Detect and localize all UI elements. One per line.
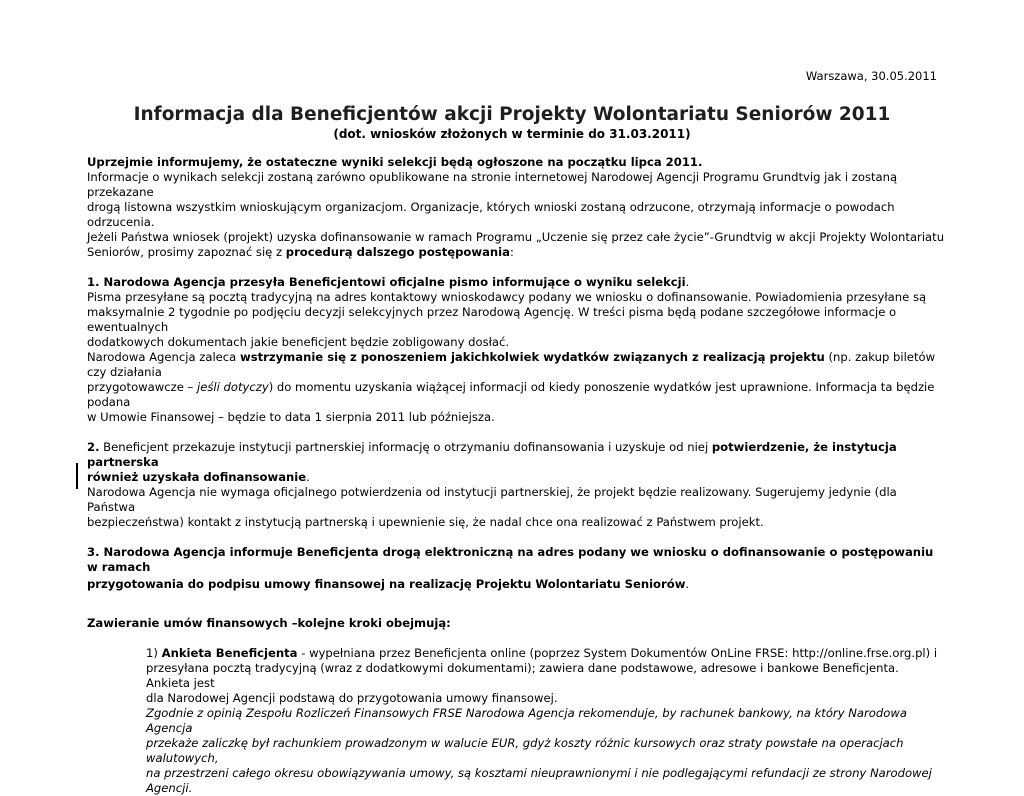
point-1-line: Pisma przesyłane są pocztą tradycyjną na adres kontaktowy wnioskodawcy podany we wniosku o dofinansowanie. Powiadomienia przesyłane są: [87, 290, 927, 304]
survey-label: Ankieta Beneficjenta: [161, 646, 298, 660]
document-date: Warszawa, 30.05.2011: [805, 69, 937, 83]
contracts-list-item: 1) Ankieta Beneficjenta - wypełniana przez Beneficjenta online (poprzez System Dokumentów OnLine FRSE: http://online.frse.org.pl) i przesyłana pocztą tradycyjną (wraz z dodatkowymi dokumentami); zawiera dane podstawowe, adresowe i bankowe Beneficjenta. Ankieta jest dla Narodowej Agencji podstawą do przygotowania umowy finansowej. Zgodnie z opinią Zespołu Rozliczeń Finansowych FRSE Narodowa Agencja rekomenduje, by rachunek bankowy, na który Narodowa Agencja przekaże zaliczkę był rachunkiem prowadzonym w walucie EUR, gdyż koszty różnic kursowych oraz straty powstałe na operacjach walutowych, na przestrzeni całego okresu obowiązywania umowy, są kosztami nieuprawnionymi i nie podlegającymi refundacji ze strony Narodowej Agencji.: [146, 646, 946, 796]
point-1-line: maksymalnie 2 tygodnie po podjęciu decyzji selekcyjnych przez Narodową Agencję. W treści pisma będą podane szczegółowe informacje o ewentualnych: [87, 305, 897, 334]
contracts-section: [87, 616, 947, 796]
bank-account-note: Zgodnie z opinią Zespołu Rozliczeń Finansowych FRSE Narodowa Agencja rekomenduje, by rachunek bankowy, na który Narodowa Agencja: [146, 706, 907, 735]
text-cursor: [76, 463, 78, 489]
intro-section: [87, 155, 947, 260]
if-applicable-note: jeśli dotyczy: [197, 380, 269, 394]
document-subtitle: (dot. wniosków złożonych w terminie do 31.03.2011): [333, 127, 691, 141]
point-3-heading: 3. Narodowa Agencja informuje Beneficjenta drogą elektroniczną na adres podany we wniosku o dofinansowanie o postępowaniu w ramach: [87, 545, 934, 574]
point-2-section: 2. Beneficjent przekazuje instytucji partnerskiej informację o otrzymaniu dofinansowania i uzyskuje od niej potwierdzenie, że instytucja partnerska również uzyskała dofinansowanie. Narodowa Agencja nie wymaga oficjalnego potwierdzenia od instytucji partnerskiej, że projekt będzie realizowany. Sugerujemy jedynie (dla Państwa bezpieczeństwa) kontakt z instytucją partnerską i upewnienie się, że nadal chce ona realizować z Państwem projekt.: [87, 440, 947, 530]
intro-bold-line: Uprzejmie informujemy, że ostateczne wyniki selekcji będą ogłoszone na początku lipca 2011.: [87, 155, 703, 169]
intro-line: Informacje o wynikach selekcji zostaną zarówno opublikowane na stronie internetowej Narodowej Agencji Programu Grundtvig jak i zostaną przekazane: [87, 170, 898, 199]
contracts-heading: Zawieranie umów finansowych –kolejne kroki obejmują:: [87, 616, 451, 630]
point-1-line: Narodowa Agencja zaleca wstrzymanie się z ponoszeniem jakichkolwiek wydatków związanych z realizacją projektu (np. zakup biletów czy działania: [87, 350, 936, 379]
point-1-heading: 1. Narodowa Agencja przesyła Beneficjentowi oficjalne pismo informujące o wyniku selekcji: [87, 275, 686, 289]
point-1-line: w Umowie Finansowej – będzie to data 1 sierpnia 2011 lub późniejsza.: [87, 410, 495, 424]
partner-confirmation: potwierdzenie, że instytucja partnerska: [87, 440, 897, 469]
document-body: [87, 155, 947, 796]
point-2-line: Narodowa Agencja nie wymaga oficjalnego potwierdzenia od instytucji partnerskiej, że projekt będzie realizowany. Sugerujemy jedynie (dla Państwa: [87, 485, 897, 514]
intro-line: drogą listowna wszystkim wnioskującym organizacjom. Organizacje, których wnioski zostaną odrzucone, otrzymają informacje o powodach odrzucenia.: [87, 200, 895, 229]
point-2-line: bezpieczeństwa) kontakt z instytucją partnerską i upewnienie się, że nadal chce ona realizować z Państwem projekt.: [87, 515, 764, 529]
intro-line: Seniorów, prosimy zapoznać się z procedurą dalszego postępowania:: [87, 245, 514, 259]
point-3-section: 3. Narodowa Agencja informuje Beneficjenta drogą elektroniczną na adres podany we wniosku o dofinansowanie o postępowaniu w ramach przygotowania do podpisu umowy finansowej na realizację Projektu Wolontariatu Seniorów.: [87, 545, 934, 591]
point-1-section: 1. Narodowa Agencja przesyła Beneficjentowi oficjalne pismo informujące o wyniku selekcji. Pisma przesyłane są pocztą tradycyjną na adres kontaktowy wnioskodawcy podany we wniosku o dofinansowanie. Powiadomienia przesyłane są maksymalnie 2 tygodnie po podjęciu decyzji selekcyjnych przez Narodową Agencję. W treści pisma będą podane szczegółowe informacje o ewentualnych dodatkowych dokumentach jakie beneficjent będzie zobligowany dosłać. Narodowa Agencja zaleca wstrzymanie się z ponoszeniem jakichkolwiek wydatków związanych z realizacją projektu (np. zakup biletów czy działania przygotowawcze – jeśli dotyczy) do momentu uzyskania wiążącej informacji od kiedy ponoszenie wydatków jest uprawnione. Informacja ta będzie podana w Umowie Finansowej – będzie to data 1 sierpnia 2011 lub późniejsza.: [87, 275, 947, 425]
expense-warning: wstrzymanie się z ponoszeniem jakichkolwiek wydatków związanych z realizacją projektu: [239, 350, 825, 364]
point-2-number: 2.: [87, 440, 100, 454]
point-1-line: dodatkowych dokumentach jakie beneficjent będzie zobligowany dosłać.: [87, 335, 510, 349]
procedure-emphasis: procedurą dalszego postępowania: [285, 245, 510, 259]
intro-line: Jeżeli Państwa wniosek (projekt) uzyska dofinansowanie w ramach Programu „Uczenie się przez całe życie”-Grundtvig w akcji Projekty Wolontariatu: [87, 230, 945, 244]
document-title: Informacja dla Beneficjentów akcji Projekty Wolontariatu Seniorów 2011: [133, 104, 891, 125]
point-1-line: przygotowawcze – jeśli dotyczy) do momentu uzyskania wiążącej informacji od kiedy ponoszenie wydatków jest uprawnione. Informacja ta będzie podana: [87, 380, 935, 409]
